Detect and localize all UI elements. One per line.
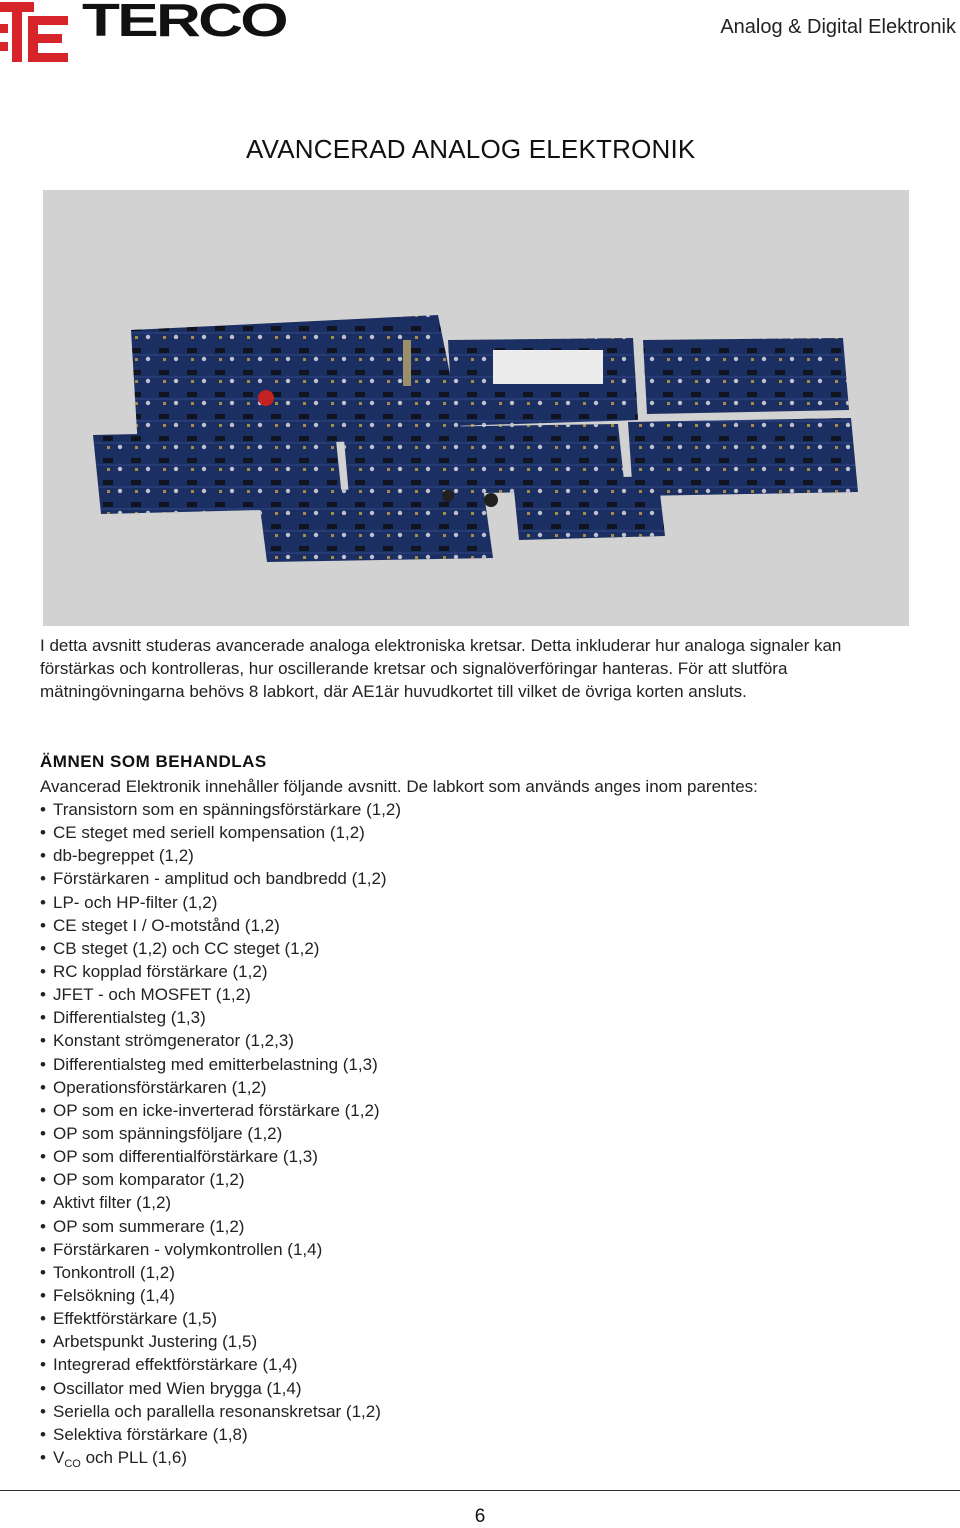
topic-text: Oscillator med Wien brygga (1,4) bbox=[53, 1378, 302, 1398]
topic-symbol: V bbox=[53, 1447, 65, 1467]
topic-text: Effektförstärkare (1,5) bbox=[53, 1309, 218, 1329]
bullet: • bbox=[40, 1424, 46, 1444]
topic-list bbox=[40, 798, 401, 1469]
topic-text: Seriella och parallella resonanskretsar (1,2) bbox=[53, 1401, 381, 1421]
list-item bbox=[40, 1215, 401, 1238]
topic-text: Operationsförstärkaren (1,2) bbox=[53, 1077, 267, 1097]
topic-text: CE steget I / O-motstånd (1,2) bbox=[53, 915, 280, 935]
topic-text: JFET - och MOSFET (1,2) bbox=[53, 985, 251, 1005]
list-item bbox=[40, 914, 401, 937]
bullet: • bbox=[40, 823, 46, 843]
terco-logo-icon bbox=[0, 2, 72, 62]
bullet: • bbox=[40, 1332, 46, 1352]
bullet: • bbox=[40, 915, 46, 935]
list-item bbox=[40, 798, 401, 821]
bullet: • bbox=[40, 938, 46, 958]
bullet: • bbox=[40, 1193, 46, 1213]
bullet: • bbox=[40, 1054, 46, 1074]
topic-subscript: CO bbox=[64, 1457, 81, 1470]
topic-text: CB steget (1,2) och CC steget (1,2) bbox=[53, 938, 320, 958]
list-item bbox=[40, 1238, 401, 1261]
list-item bbox=[40, 1168, 401, 1191]
list-item bbox=[40, 960, 401, 983]
page-number: 6 bbox=[474, 1506, 486, 1527]
topic-text: OP som differentialförstärkare (1,3) bbox=[53, 1147, 318, 1167]
page-header bbox=[0, 0, 960, 64]
topics-intro: Avancerad Elektronik innehåller följande avsnitt. De labkort som används anges inom parentes: bbox=[40, 777, 758, 796]
list-item bbox=[40, 1330, 401, 1353]
topic-text: OP som spänningsföljare (1,2) bbox=[53, 1123, 283, 1143]
list-item bbox=[40, 1053, 401, 1076]
topic-text: OP som en icke-inverterad förstärkare (1,2) bbox=[53, 1100, 380, 1120]
intro-paragraph: I detta avsnitt studeras avancerade analoga elektroniska kretsar. Detta inkluderar hur analoga signaler kan förstärkas och kontrolleras, hur oscillerande kretsar och signalöverföringar hanteras. För att slutföra mätningövningarna behövs 8 labkort, där AE1är huvudkortet till vilket de övriga korten ansluts. bbox=[40, 636, 842, 701]
bullet: • bbox=[40, 869, 46, 889]
topic-text: Integrerad effektförstärkare (1,4) bbox=[53, 1355, 298, 1375]
topic-text: Arbetspunkt Justering (1,5) bbox=[53, 1332, 258, 1352]
bullet: • bbox=[40, 1309, 46, 1329]
topic-text: Förstärkaren - volymkontrollen (1,4) bbox=[53, 1239, 323, 1259]
bullet: • bbox=[40, 1031, 46, 1051]
bullet: • bbox=[40, 1355, 46, 1375]
list-item bbox=[40, 867, 401, 890]
topic-text: OP som summerare (1,2) bbox=[53, 1216, 245, 1236]
topic-text: OP som komparator (1,2) bbox=[53, 1170, 245, 1190]
bullet: • bbox=[40, 1123, 46, 1143]
bullet: • bbox=[40, 1077, 46, 1097]
list-item bbox=[40, 1191, 401, 1214]
topic-text: Aktivt filter (1,2) bbox=[53, 1193, 172, 1213]
topic-text: Förstärkaren - amplitud och bandbredd (1,2) bbox=[53, 869, 387, 889]
topic-text: RC kopplad förstärkare (1,2) bbox=[53, 961, 268, 981]
list-item bbox=[40, 983, 401, 1006]
topics-heading: ÄMNEN SOM BEHANDLAS bbox=[40, 752, 267, 771]
bullet: • bbox=[40, 1262, 46, 1282]
list-item bbox=[40, 1261, 401, 1284]
topic-text: Tonkontroll (1,2) bbox=[53, 1262, 175, 1282]
brand-wordmark: TERCO bbox=[82, 0, 286, 46]
section-label: Analog & Digital Elektronik bbox=[720, 16, 956, 38]
list-item bbox=[40, 891, 401, 914]
bullet: • bbox=[40, 1239, 46, 1259]
topic-text: Selektiva förstärkare (1,8) bbox=[53, 1424, 248, 1444]
bullet: • bbox=[40, 1100, 46, 1120]
list-item bbox=[40, 1400, 401, 1423]
list-item bbox=[40, 1353, 401, 1376]
list-item bbox=[40, 1076, 401, 1099]
footer-divider bbox=[0, 1490, 960, 1491]
list-item bbox=[40, 1423, 401, 1446]
list-item bbox=[40, 844, 401, 867]
topic-text: Konstant strömgenerator (1,2,3) bbox=[53, 1031, 294, 1051]
bullet: • bbox=[40, 1147, 46, 1167]
bullet: • bbox=[40, 846, 46, 866]
topic-text: db-begreppet (1,2) bbox=[53, 846, 194, 866]
list-item bbox=[40, 1006, 401, 1029]
bullet: • bbox=[40, 892, 46, 912]
lab-boards-photo bbox=[43, 190, 909, 626]
list-item bbox=[40, 1377, 401, 1400]
topic-text: Transistorn som en spänningsförstärkare (1,2) bbox=[53, 800, 402, 819]
topic-text: LP- och HP-filter (1,2) bbox=[53, 892, 218, 912]
list-item bbox=[40, 1145, 401, 1168]
list-item bbox=[40, 821, 401, 844]
bullet: • bbox=[40, 961, 46, 981]
bullet: • bbox=[40, 800, 46, 819]
bullet: • bbox=[40, 1378, 46, 1398]
topic-text: Differentialsteg med emitterbelastning (1,3) bbox=[53, 1054, 378, 1074]
bullet: • bbox=[40, 1447, 46, 1467]
bullet: • bbox=[40, 1216, 46, 1236]
page-title: AVANCERAD ANALOG ELEKTRONIK bbox=[246, 134, 696, 164]
bullet: • bbox=[40, 985, 46, 1005]
list-item bbox=[40, 1122, 401, 1145]
topic-text: Differentialsteg (1,3) bbox=[53, 1008, 206, 1028]
list-item bbox=[40, 1029, 401, 1052]
bullet: • bbox=[40, 1008, 46, 1028]
topic-text: och PLL (1,6) bbox=[80, 1447, 187, 1467]
topic-text: Felsökning (1,4) bbox=[53, 1285, 175, 1305]
list-item bbox=[40, 1099, 401, 1122]
bullet: • bbox=[40, 1285, 46, 1305]
bullet: • bbox=[40, 1401, 46, 1421]
list-item bbox=[40, 1446, 401, 1469]
lab-boards-illustration bbox=[43, 190, 909, 626]
bullet: • bbox=[40, 1170, 46, 1190]
list-item bbox=[40, 1307, 401, 1330]
list-item bbox=[40, 937, 401, 960]
topic-text: CE steget med seriell kompensation (1,2) bbox=[53, 823, 365, 843]
list-item bbox=[40, 1284, 401, 1307]
